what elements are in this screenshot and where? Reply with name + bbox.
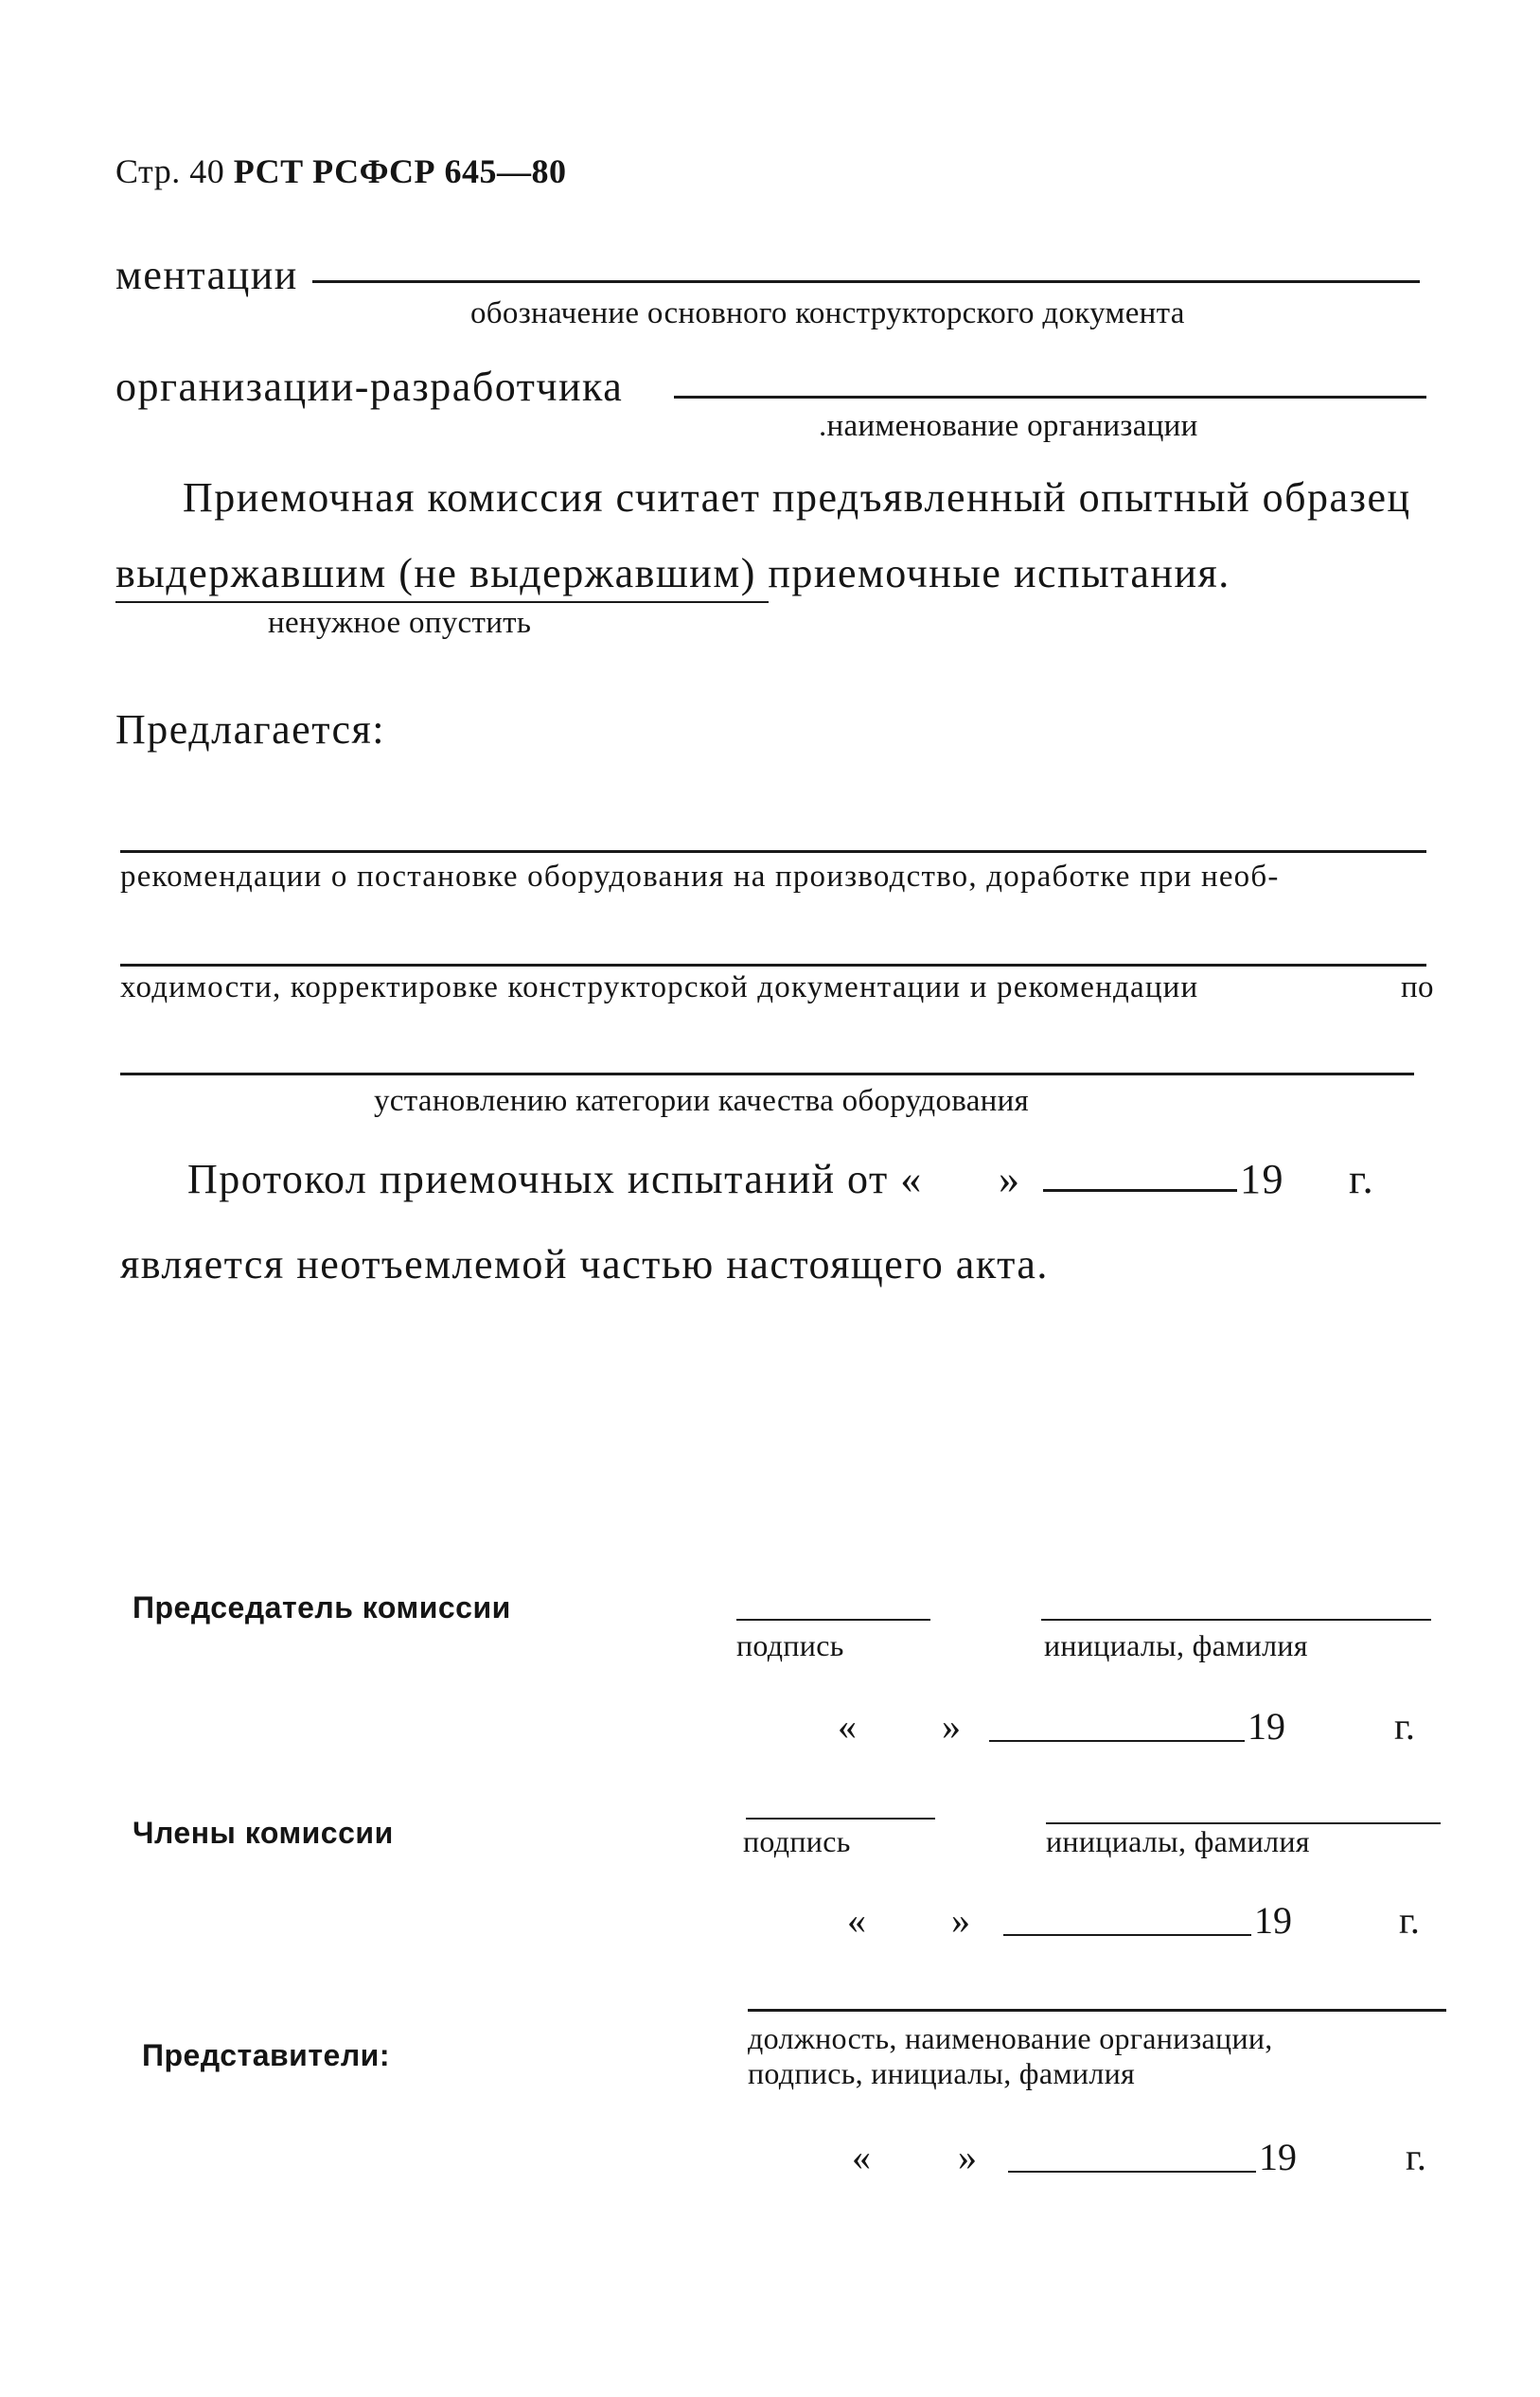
representatives-caption-1: должность, наименование организации,	[748, 2021, 1273, 2055]
decision-options: выдержавшим (не выдержавшим)	[115, 550, 756, 596]
representatives-date-year: 19	[1259, 2136, 1297, 2178]
page-number: Стр. 40	[115, 152, 225, 190]
proposal-caption-2-end: по	[1401, 970, 1434, 1004]
proposals-heading: Предлагается:	[115, 706, 385, 753]
members-sign-line[interactable]	[746, 1818, 935, 1820]
chairman-name-line[interactable]	[1041, 1619, 1431, 1621]
chairman-date-suffix: г.	[1394, 1705, 1415, 1748]
protocol-line-2: является неотъемлемой частью настоящего акта.	[120, 1241, 1049, 1287]
members-date-line[interactable]	[1003, 1934, 1251, 1936]
org-field-line[interactable]	[674, 396, 1426, 399]
proposal-line-1[interactable]	[120, 850, 1426, 853]
protocol-prefix: Протокол приемочных испытаний от «	[187, 1156, 923, 1202]
proposal-line-3[interactable]	[120, 1073, 1414, 1075]
chairman-date-close: »	[942, 1705, 961, 1748]
decision-line-1: Приемочная комиссия считает предъявленный опытный образец	[183, 474, 1411, 521]
protocol-date-line[interactable]	[1043, 1189, 1237, 1192]
representatives-date-line[interactable]	[1008, 2171, 1256, 2173]
chairman-date-year: 19	[1248, 1705, 1285, 1748]
doc-field-label: ментации	[115, 252, 298, 298]
members-name-caption: инициалы, фамилия	[1046, 1824, 1310, 1858]
chairman-sign-caption: подпись	[736, 1628, 844, 1662]
representatives-date-close: »	[958, 2136, 977, 2178]
members-date-close: »	[951, 1899, 970, 1942]
chairman-name-caption: инициалы, фамилия	[1044, 1628, 1308, 1662]
representatives-label: Представители:	[142, 2038, 390, 2072]
protocol-close-quote: »	[999, 1156, 1021, 1202]
members-sign-caption: подпись	[743, 1824, 851, 1858]
representatives-caption-2: подпись, инициалы, фамилия	[748, 2056, 1136, 2090]
decision-underline	[115, 601, 769, 603]
org-field-caption: .наименование организации	[819, 409, 1198, 443]
members-date-year: 19	[1254, 1899, 1292, 1942]
proposal-caption-1: рекомендации о постановке оборудования на производство, доработке при необ-	[120, 860, 1280, 894]
representatives-line[interactable]	[748, 2009, 1446, 2012]
doc-field-caption: обозначение основного конструкторского документа	[470, 296, 1185, 330]
chairman-sign-line[interactable]	[736, 1619, 930, 1621]
protocol-suffix: г.	[1349, 1156, 1375, 1202]
chairman-label: Председатель комиссии	[133, 1590, 511, 1625]
members-date-open: «	[847, 1899, 866, 1942]
standard-code: РСТ РСФСР 645—80	[233, 152, 567, 190]
chairman-date-open: «	[838, 1705, 857, 1748]
protocol-year: 19	[1240, 1156, 1284, 1202]
page-header	[115, 151, 567, 191]
representatives-date-open: «	[852, 2136, 871, 2178]
doc-field-line[interactable]	[312, 280, 1420, 283]
decision-rest: приемочные испытания.	[768, 550, 1230, 596]
proposal-line-2[interactable]	[120, 964, 1426, 967]
members-label: Члены комиссии	[133, 1816, 394, 1850]
decision-line-2	[115, 549, 1230, 597]
decision-caption: ненужное опустить	[268, 606, 532, 640]
chairman-date-line[interactable]	[989, 1740, 1245, 1742]
members-date-suffix: г.	[1399, 1899, 1420, 1942]
proposal-caption-3: установлению категории качества оборудования	[374, 1084, 1030, 1118]
representatives-date-suffix: г.	[1406, 2136, 1426, 2178]
org-field-label: организации-разработчика	[115, 364, 624, 410]
proposal-caption-2: ходимости, корректировке конструкторской документации и рекомендации	[120, 970, 1199, 1004]
